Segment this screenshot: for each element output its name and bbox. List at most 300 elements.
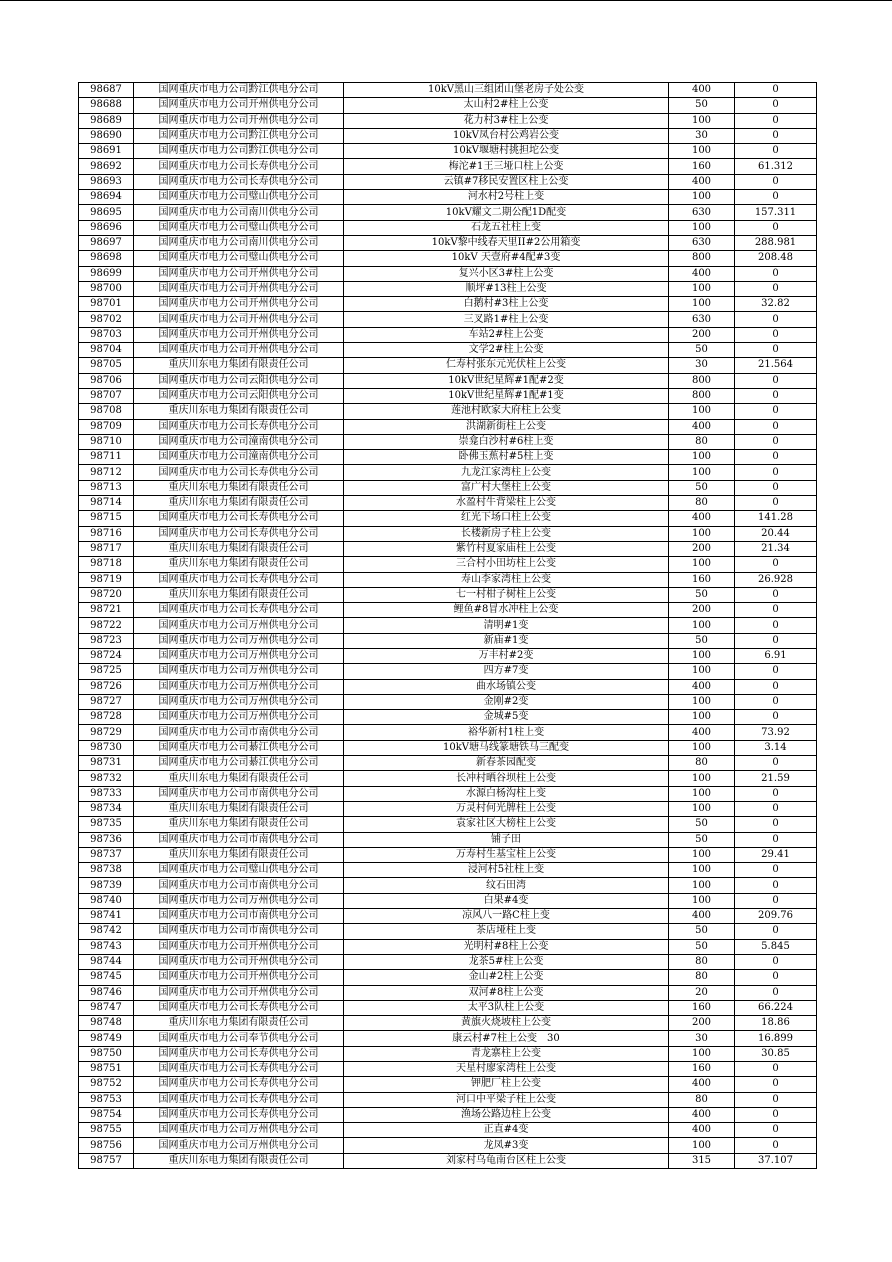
station-name-cell: 复兴小区3#柱上公变	[344, 266, 669, 281]
value-cell: 0	[735, 1092, 817, 1107]
station-name-cell: 梅沱#1王三垭口柱上公变	[344, 159, 669, 174]
row-id-cell: 98699	[79, 266, 134, 281]
capacity-cell: 50	[669, 939, 735, 954]
company-cell: 重庆川东电力集团有限责任公司	[134, 587, 344, 602]
row-id-cell: 98748	[79, 1016, 134, 1031]
company-cell: 国网重庆市电力公司开州供电分公司	[134, 98, 344, 113]
value-cell: 209.76	[735, 909, 817, 924]
table-row	[79, 756, 817, 771]
row-id-cell: 98744	[79, 954, 134, 969]
capacity-cell: 20	[669, 985, 735, 1000]
capacity-cell: 100	[669, 648, 735, 663]
value-cell: 0	[735, 373, 817, 388]
station-name-cell: 石龙五社柱上变	[344, 220, 669, 235]
value-cell: 0	[735, 144, 817, 159]
capacity-cell: 100	[669, 786, 735, 801]
station-name-cell: 裕华新村1柱上变	[344, 725, 669, 740]
capacity-cell: 100	[669, 526, 735, 541]
company-cell: 重庆川东电力集团有限责任公司	[134, 771, 344, 786]
table-row	[79, 664, 817, 679]
station-name-cell: 长冲村晒谷坝柱上公变	[344, 771, 669, 786]
row-id-cell: 98734	[79, 801, 134, 816]
value-cell: 3.14	[735, 740, 817, 755]
company-cell: 国网重庆市电力公司万州供电分公司	[134, 648, 344, 663]
station-name-cell: 黄旗火烧坡柱上公变	[344, 1016, 669, 1031]
capacity-cell: 630	[669, 205, 735, 220]
capacity-cell: 400	[669, 1077, 735, 1092]
table-row	[79, 1107, 817, 1122]
station-name-cell: 10kV黎中线春天里II#2公用箱变	[344, 235, 669, 250]
table-row	[79, 388, 817, 403]
table-row	[79, 832, 817, 847]
row-id-cell: 98729	[79, 725, 134, 740]
company-cell: 国网重庆市电力公司市南供电分公司	[134, 725, 344, 740]
station-name-cell: 太平3队柱上公变	[344, 1000, 669, 1015]
company-cell: 国网重庆市电力公司云阳供电分公司	[134, 388, 344, 403]
company-cell: 国网重庆市电力公司长寿供电分公司	[134, 419, 344, 434]
capacity-cell: 80	[669, 1092, 735, 1107]
value-cell: 0	[735, 694, 817, 709]
table-row	[79, 373, 817, 388]
capacity-cell: 50	[669, 633, 735, 648]
top-border-line	[0, 0, 892, 1]
row-id-cell: 98733	[79, 786, 134, 801]
station-name-cell: 双河#8柱上公变	[344, 985, 669, 1000]
row-id-cell: 98703	[79, 327, 134, 342]
company-cell: 国网重庆市电力公司潼南供电分公司	[134, 450, 344, 465]
table-row	[79, 909, 817, 924]
table-row	[79, 343, 817, 358]
station-name-cell: 铺子田	[344, 832, 669, 847]
company-cell: 重庆川东电力集团有限责任公司	[134, 1016, 344, 1031]
value-cell: 0	[735, 312, 817, 327]
row-id-cell: 98695	[79, 205, 134, 220]
value-cell: 66.224	[735, 1000, 817, 1015]
table-row	[79, 954, 817, 969]
value-cell: 32.82	[735, 297, 817, 312]
station-name-cell: 纹石田湾	[344, 878, 669, 893]
value-cell: 0	[735, 985, 817, 1000]
row-id-cell: 98747	[79, 1000, 134, 1015]
row-id-cell: 98707	[79, 388, 134, 403]
company-cell: 重庆川东电力集团有限责任公司	[134, 1153, 344, 1168]
capacity-cell: 160	[669, 159, 735, 174]
table-row	[79, 863, 817, 878]
company-cell: 国网重庆市电力公司潼南供电分公司	[134, 434, 344, 449]
station-name-cell: 茶店垭柱上变	[344, 924, 669, 939]
company-cell: 国网重庆市电力公司长寿供电分公司	[134, 1077, 344, 1092]
capacity-cell: 200	[669, 603, 735, 618]
station-name-cell: 金山#2柱上公变	[344, 970, 669, 985]
station-name-cell: 红光下场口柱上公变	[344, 511, 669, 526]
capacity-cell: 100	[669, 297, 735, 312]
row-id-cell: 98741	[79, 909, 134, 924]
station-name-cell: 袁家社区大榜柱上公变	[344, 817, 669, 832]
company-cell: 国网重庆市电力公司万州供电分公司	[134, 664, 344, 679]
table-row	[79, 618, 817, 633]
company-cell: 国网重庆市电力公司长寿供电分公司	[134, 465, 344, 480]
capacity-cell: 100	[669, 1046, 735, 1061]
row-id-cell: 98743	[79, 939, 134, 954]
row-id-cell: 98697	[79, 235, 134, 250]
company-cell: 国网重庆市电力公司万州供电分公司	[134, 618, 344, 633]
company-cell: 国网重庆市电力公司长寿供电分公司	[134, 526, 344, 541]
company-cell: 国网重庆市电力公司开州供电分公司	[134, 343, 344, 358]
capacity-cell: 50	[669, 587, 735, 602]
row-id-cell: 98756	[79, 1138, 134, 1153]
value-cell: 5.845	[735, 939, 817, 954]
row-id-cell: 98737	[79, 847, 134, 862]
value-cell: 0	[735, 1123, 817, 1138]
station-name-cell: 紫竹村夏家庙柱上公变	[344, 541, 669, 556]
station-name-cell: 文学2#柱上公变	[344, 343, 669, 358]
table-row	[79, 725, 817, 740]
table-row	[79, 1016, 817, 1031]
capacity-cell: 50	[669, 832, 735, 847]
transformer-table	[78, 82, 817, 1169]
capacity-cell: 100	[669, 220, 735, 235]
value-cell: 157.311	[735, 205, 817, 220]
capacity-cell: 30	[669, 358, 735, 373]
table-row	[79, 633, 817, 648]
table-row	[79, 924, 817, 939]
station-name-cell: 刘家村乌龟南台区柱上公变	[344, 1153, 669, 1168]
row-id-cell: 98755	[79, 1123, 134, 1138]
row-id-cell: 98712	[79, 465, 134, 480]
company-cell: 国网重庆市电力公司万州供电分公司	[134, 694, 344, 709]
capacity-cell: 100	[669, 557, 735, 572]
value-cell: 208.48	[735, 251, 817, 266]
value-cell: 73.92	[735, 725, 817, 740]
value-cell: 0	[735, 174, 817, 189]
company-cell: 国网重庆市电力公司万州供电分公司	[134, 710, 344, 725]
capacity-cell: 30	[669, 128, 735, 143]
value-cell: 0	[735, 832, 817, 847]
table-row	[79, 1062, 817, 1077]
company-cell: 国网重庆市电力公司万州供电分公司	[134, 633, 344, 648]
table-row	[79, 710, 817, 725]
table-row	[79, 801, 817, 816]
row-id-cell: 98694	[79, 190, 134, 205]
capacity-cell: 160	[669, 1000, 735, 1015]
row-id-cell: 98749	[79, 1031, 134, 1046]
capacity-cell: 80	[669, 434, 735, 449]
row-id-cell: 98727	[79, 694, 134, 709]
company-cell: 国网重庆市电力公司璧山供电分公司	[134, 251, 344, 266]
station-name-cell: 河口中平梁子柱上公变	[344, 1092, 669, 1107]
capacity-cell: 200	[669, 1016, 735, 1031]
row-id-cell: 98715	[79, 511, 134, 526]
station-name-cell: 九龙江家湾柱上公变	[344, 465, 669, 480]
table-row	[79, 1046, 817, 1061]
capacity-cell: 800	[669, 251, 735, 266]
table-row	[79, 190, 817, 205]
capacity-cell: 200	[669, 541, 735, 556]
station-name-cell: 10kV耀文二期公配1D配变	[344, 205, 669, 220]
value-cell: 288.981	[735, 235, 817, 250]
table-row	[79, 297, 817, 312]
row-id-cell: 98719	[79, 572, 134, 587]
capacity-cell: 50	[669, 817, 735, 832]
station-name-cell: 浸河村5社柱上变	[344, 863, 669, 878]
value-cell: 0	[735, 113, 817, 128]
row-id-cell: 98724	[79, 648, 134, 663]
company-cell: 重庆川东电力集团有限责任公司	[134, 817, 344, 832]
capacity-cell: 50	[669, 343, 735, 358]
capacity-cell: 100	[669, 801, 735, 816]
station-name-cell: 仁寿村张东元光伏柱上公变	[344, 358, 669, 373]
company-cell: 国网重庆市电力公司长寿供电分公司	[134, 1000, 344, 1015]
table-row	[79, 113, 817, 128]
table-row	[79, 1000, 817, 1015]
row-id-cell: 98716	[79, 526, 134, 541]
company-cell: 国网重庆市电力公司市南供电分公司	[134, 909, 344, 924]
company-cell: 重庆川东电力集团有限责任公司	[134, 847, 344, 862]
station-name-cell: 10kV世纪星辉#1配#2变	[344, 373, 669, 388]
capacity-cell: 100	[669, 847, 735, 862]
row-id-cell: 98726	[79, 679, 134, 694]
company-cell: 国网重庆市电力公司长寿供电分公司	[134, 603, 344, 618]
station-name-cell: 10kV黑山三组团山堡老房子处公变	[344, 83, 669, 98]
row-id-cell: 98698	[79, 251, 134, 266]
capacity-cell: 80	[669, 496, 735, 511]
row-id-cell: 98735	[79, 817, 134, 832]
table-row	[79, 312, 817, 327]
table-row	[79, 511, 817, 526]
station-name-cell: 花力村3#柱上公变	[344, 113, 669, 128]
company-cell: 国网重庆市电力公司开州供电分公司	[134, 985, 344, 1000]
value-cell: 0	[735, 496, 817, 511]
value-cell: 6.91	[735, 648, 817, 663]
company-cell: 国网重庆市电力公司奉节供电分公司	[134, 1031, 344, 1046]
station-name-cell: 白鹅村#3柱上公变	[344, 297, 669, 312]
station-name-cell: 卧佛玉蕉村#5柱上变	[344, 450, 669, 465]
table-row	[79, 128, 817, 143]
value-cell: 0	[735, 1077, 817, 1092]
row-id-cell: 98757	[79, 1153, 134, 1168]
capacity-cell: 50	[669, 924, 735, 939]
value-cell: 0	[735, 98, 817, 113]
value-cell: 0	[735, 863, 817, 878]
station-name-cell: 云镇#7移民安置区柱上公变	[344, 174, 669, 189]
capacity-cell: 800	[669, 388, 735, 403]
value-cell: 0	[735, 603, 817, 618]
row-id-cell: 98730	[79, 740, 134, 755]
value-cell: 18.86	[735, 1016, 817, 1031]
capacity-cell: 100	[669, 144, 735, 159]
value-cell: 30.85	[735, 1046, 817, 1061]
company-cell: 重庆川东电力集团有限责任公司	[134, 801, 344, 816]
company-cell: 国网重庆市电力公司璧山供电分公司	[134, 190, 344, 205]
value-cell: 0	[735, 266, 817, 281]
company-cell: 国网重庆市电力公司市南供电分公司	[134, 878, 344, 893]
station-name-cell: 龙凤#3变	[344, 1138, 669, 1153]
value-cell: 0	[735, 878, 817, 893]
value-cell: 0	[735, 1062, 817, 1077]
value-cell: 0	[735, 388, 817, 403]
station-name-cell: 太山村2#柱上公变	[344, 98, 669, 113]
row-id-cell: 98713	[79, 480, 134, 495]
row-id-cell: 98687	[79, 83, 134, 98]
station-name-cell: 长楼新房子柱上公变	[344, 526, 669, 541]
capacity-cell: 400	[669, 266, 735, 281]
table-row	[79, 235, 817, 250]
table-row	[79, 1092, 817, 1107]
capacity-cell: 400	[669, 511, 735, 526]
company-cell: 国网重庆市电力公司长寿供电分公司	[134, 1107, 344, 1122]
capacity-cell: 400	[669, 83, 735, 98]
value-cell: 0	[735, 756, 817, 771]
row-id-cell: 98714	[79, 496, 134, 511]
company-cell: 国网重庆市电力公司长寿供电分公司	[134, 511, 344, 526]
table-row	[79, 878, 817, 893]
company-cell: 国网重庆市电力公司开州供电分公司	[134, 312, 344, 327]
value-cell: 0	[735, 128, 817, 143]
table-row	[79, 358, 817, 373]
company-cell: 重庆川东电力集团有限责任公司	[134, 404, 344, 419]
table-row	[79, 98, 817, 113]
company-cell: 重庆川东电力集团有限责任公司	[134, 541, 344, 556]
company-cell: 国网重庆市电力公司市南供电分公司	[134, 786, 344, 801]
value-cell: 0	[735, 801, 817, 816]
capacity-cell: 200	[669, 327, 735, 342]
capacity-cell: 400	[669, 909, 735, 924]
table-row	[79, 985, 817, 1000]
capacity-cell: 100	[669, 465, 735, 480]
row-id-cell: 98736	[79, 832, 134, 847]
table-row	[79, 266, 817, 281]
station-name-cell: 万灵村何光牌柱上公变	[344, 801, 669, 816]
value-cell: 20.44	[735, 526, 817, 541]
table-row	[79, 281, 817, 296]
value-cell: 0	[735, 190, 817, 205]
capacity-cell: 100	[669, 694, 735, 709]
table-row	[79, 480, 817, 495]
table-row	[79, 771, 817, 786]
company-cell: 国网重庆市电力公司开州供电分公司	[134, 113, 344, 128]
row-id-cell: 98692	[79, 159, 134, 174]
row-id-cell: 98702	[79, 312, 134, 327]
value-cell: 0	[735, 679, 817, 694]
station-name-cell: 水源白杨沟柱上变	[344, 786, 669, 801]
company-cell: 国网重庆市电力公司开州供电分公司	[134, 281, 344, 296]
capacity-cell: 400	[669, 679, 735, 694]
table-row	[79, 419, 817, 434]
capacity-cell: 315	[669, 1153, 735, 1168]
company-cell: 国网重庆市电力公司黔江供电分公司	[134, 83, 344, 98]
station-name-cell: 四方#7变	[344, 664, 669, 679]
table-row	[79, 220, 817, 235]
company-cell: 重庆川东电力集团有限责任公司	[134, 557, 344, 572]
company-cell: 国网重庆市电力公司万州供电分公司	[134, 893, 344, 908]
value-cell: 21.59	[735, 771, 817, 786]
row-id-cell: 98750	[79, 1046, 134, 1061]
value-cell: 29.41	[735, 847, 817, 862]
station-name-cell: 渔场公路边柱上公变	[344, 1107, 669, 1122]
station-name-cell: 金刚#2变	[344, 694, 669, 709]
capacity-cell: 400	[669, 174, 735, 189]
capacity-cell: 160	[669, 1062, 735, 1077]
table-row	[79, 893, 817, 908]
station-name-cell: 10kV凤台村公鸡岩公变	[344, 128, 669, 143]
table-row	[79, 572, 817, 587]
company-cell: 国网重庆市电力公司万州供电分公司	[134, 1138, 344, 1153]
row-id-cell: 98689	[79, 113, 134, 128]
station-name-cell: 10kV堰塘村挑担坨公变	[344, 144, 669, 159]
station-name-cell: 10kV 天壹府#4配#3变	[344, 251, 669, 266]
value-cell: 0	[735, 281, 817, 296]
table-row	[79, 327, 817, 342]
company-cell: 国网重庆市电力公司万州供电分公司	[134, 679, 344, 694]
station-name-cell: 三合村小田坊柱上公变	[344, 557, 669, 572]
table-row	[79, 786, 817, 801]
table-row	[79, 83, 817, 98]
capacity-cell: 400	[669, 1123, 735, 1138]
row-id-cell: 98720	[79, 587, 134, 602]
value-cell: 0	[735, 434, 817, 449]
table-row	[79, 450, 817, 465]
capacity-cell: 630	[669, 312, 735, 327]
value-cell: 0	[735, 419, 817, 434]
station-name-cell: 康云村#7柱上公变 30	[344, 1031, 669, 1046]
company-cell: 国网重庆市电力公司长寿供电分公司	[134, 1046, 344, 1061]
station-name-cell: 洪湖新街柱上公变	[344, 419, 669, 434]
company-cell: 国网重庆市电力公司开州供电分公司	[134, 266, 344, 281]
table-row	[79, 740, 817, 755]
value-cell: 0	[735, 465, 817, 480]
value-cell: 0	[735, 1107, 817, 1122]
value-cell: 0	[735, 327, 817, 342]
company-cell: 国网重庆市电力公司黔江供电分公司	[134, 128, 344, 143]
company-cell: 国网重庆市电力公司南川供电分公司	[134, 235, 344, 250]
row-id-cell: 98708	[79, 404, 134, 419]
company-cell: 国网重庆市电力公司云阳供电分公司	[134, 373, 344, 388]
capacity-cell: 50	[669, 98, 735, 113]
row-id-cell: 98725	[79, 664, 134, 679]
company-cell: 国网重庆市电力公司开州供电分公司	[134, 297, 344, 312]
company-cell: 国网重庆市电力公司綦江供电分公司	[134, 756, 344, 771]
company-cell: 国网重庆市电力公司市南供电分公司	[134, 924, 344, 939]
company-cell: 国网重庆市电力公司长寿供电分公司	[134, 1092, 344, 1107]
value-cell: 0	[735, 664, 817, 679]
station-name-cell: 鲤鱼#8冒水冲柱上公变	[344, 603, 669, 618]
table-row	[79, 587, 817, 602]
station-name-cell: 10kV塘马线篆塘铁马三配变	[344, 740, 669, 755]
row-id-cell: 98717	[79, 541, 134, 556]
company-cell: 国网重庆市电力公司开州供电分公司	[134, 327, 344, 342]
row-id-cell: 98742	[79, 924, 134, 939]
table-row	[79, 159, 817, 174]
capacity-cell: 100	[669, 450, 735, 465]
row-id-cell: 98721	[79, 603, 134, 618]
capacity-cell: 160	[669, 572, 735, 587]
row-id-cell: 98722	[79, 618, 134, 633]
capacity-cell: 100	[669, 863, 735, 878]
capacity-cell: 400	[669, 725, 735, 740]
table-row	[79, 939, 817, 954]
capacity-cell: 30	[669, 1031, 735, 1046]
station-name-cell: 光明村#8柱上公变	[344, 939, 669, 954]
station-name-cell: 新庙#1变	[344, 633, 669, 648]
value-cell: 0	[735, 557, 817, 572]
capacity-cell: 100	[669, 893, 735, 908]
row-id-cell: 98728	[79, 710, 134, 725]
company-cell: 国网重庆市电力公司开州供电分公司	[134, 939, 344, 954]
capacity-cell: 100	[669, 113, 735, 128]
value-cell: 0	[735, 1138, 817, 1153]
row-id-cell: 98732	[79, 771, 134, 786]
station-name-cell: 富广村大堡柱上公变	[344, 480, 669, 495]
